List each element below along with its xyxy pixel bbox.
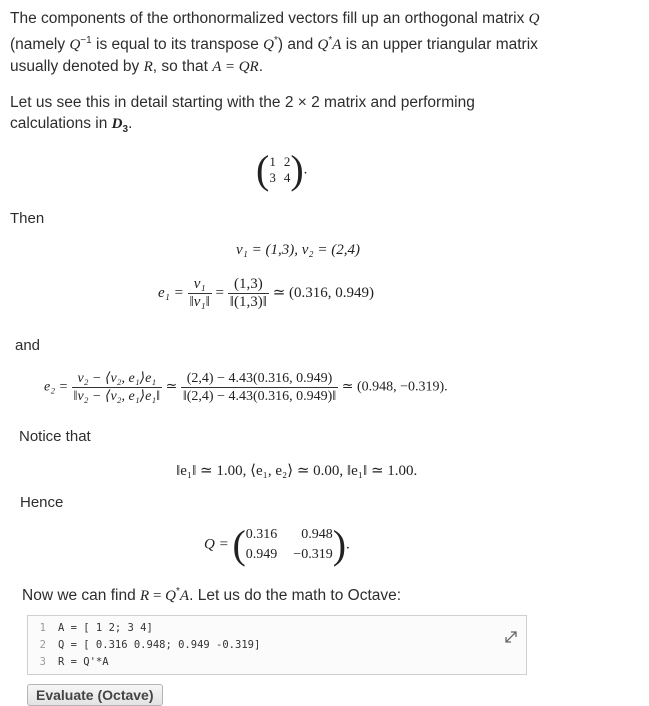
matrix-a-21: 3 bbox=[269, 170, 276, 185]
line-number: 2 bbox=[39, 639, 46, 651]
intro-line-1: The components of the orthonormalized vectors fill up an orthogonal matrix Q bbox=[10, 10, 540, 27]
equation-norms: ‖e₁‖ ≃ 1.00, ⟨e₁, e₂⟩ ≃ 0.00, ‖e₁‖ ≃ 1.00. bbox=[176, 463, 418, 479]
evaluate-octave-button[interactable]: Evaluate (Octave) bbox=[27, 684, 163, 706]
equation-v: v₁ = (1,3), v₂ = (2,4) bbox=[236, 242, 360, 258]
matrix-q-21: 0.949 bbox=[245, 547, 278, 562]
line-number: 1 bbox=[39, 622, 46, 634]
e2-fraction-2: $\frac{(2,4) - 4.43(0.316, 0.949)}{‖(2,4) - 4.43(0.316, 0.949)‖}$ bbox=[182, 371, 337, 404]
matrix-q-12: 0.948 bbox=[301, 527, 333, 542]
detail-paragraph bbox=[10, 92, 475, 140]
code-line[interactable]: 1 A = [ 1 2; 3 4] bbox=[28, 622, 153, 634]
intro-paragraph bbox=[10, 8, 540, 78]
matrix-q-22: −0.319 bbox=[293, 547, 333, 562]
octave-intro: Now we can find R = Q*A. Let us do the math to Octave: bbox=[22, 586, 402, 605]
matrix-q: Q = ( 0.316 0.948 0.949 −0.319 ). bbox=[204, 522, 350, 567]
matrix-a-11: 1 bbox=[269, 154, 276, 169]
label-then: Then bbox=[10, 210, 45, 227]
matrix-a-12: 2 bbox=[283, 154, 291, 169]
expand-icon[interactable] bbox=[504, 630, 518, 644]
equation-e2: e₂ = $\frac{\text{v₂ − ⟨v₂, e₁⟩e₁}}{\text{‖v₂ − ⟨v₂, e₁⟩e₁‖}}$ ≃ $\frac{(2,4) - 4.43(0.316, 0.949)}{‖(2,4) - 4.43(0.316, 0.949)‖}$ ≃ (0.948, −0.319). bbox=[44, 371, 448, 404]
line-number: 3 bbox=[39, 656, 46, 668]
code-line[interactable]: 3 R = Q'*A bbox=[28, 656, 109, 668]
matrix-a-22: 4 bbox=[283, 170, 291, 185]
label-hence: Hence bbox=[20, 494, 64, 511]
label-notice: Notice that bbox=[19, 428, 91, 445]
matrix-q-11: 0.316 bbox=[245, 527, 278, 542]
intro-line-2: (namely $Q^{-1}$ is equal to its transpose Q*) and Q*A is an upper triangular matrix bbox=[10, 35, 538, 54]
detail-line-2: calculations in $D_3$. bbox=[10, 115, 133, 136]
e1-fraction-1: $\frac{\text{v₁}}{\text{‖v₁‖}}$ bbox=[189, 276, 210, 310]
detail-line-1: Let us see this in detail starting with the 2 × 2 matrix and performing bbox=[10, 94, 475, 111]
equation-e1: e₁ = $\frac{\text{v₁}}{\text{‖v₁‖}}$ = $\frac{(1,3)}{‖(1,3)‖}$ ≃ (0.316, 0.949) bbox=[158, 276, 374, 310]
e1-fraction-2: $\frac{(1,3)}{‖(1,3)‖}$ bbox=[229, 276, 267, 310]
code-line[interactable]: 2 Q = [ 0.316 0.948; 0.949 -0.319] bbox=[28, 639, 260, 651]
label-and: and bbox=[15, 337, 41, 354]
intro-line-3: usually denoted by R, so that A = QR. bbox=[10, 58, 264, 76]
e2-fraction-1: $\frac{\text{v₂ − ⟨v₂, e₁⟩e₁}}{\text{‖v₂ − ⟨v₂, e₁⟩e₁‖}}$ bbox=[73, 371, 161, 404]
code-editor[interactable] bbox=[27, 615, 527, 675]
matrix-a: ( 1 2 3 4 ). bbox=[256, 147, 308, 192]
